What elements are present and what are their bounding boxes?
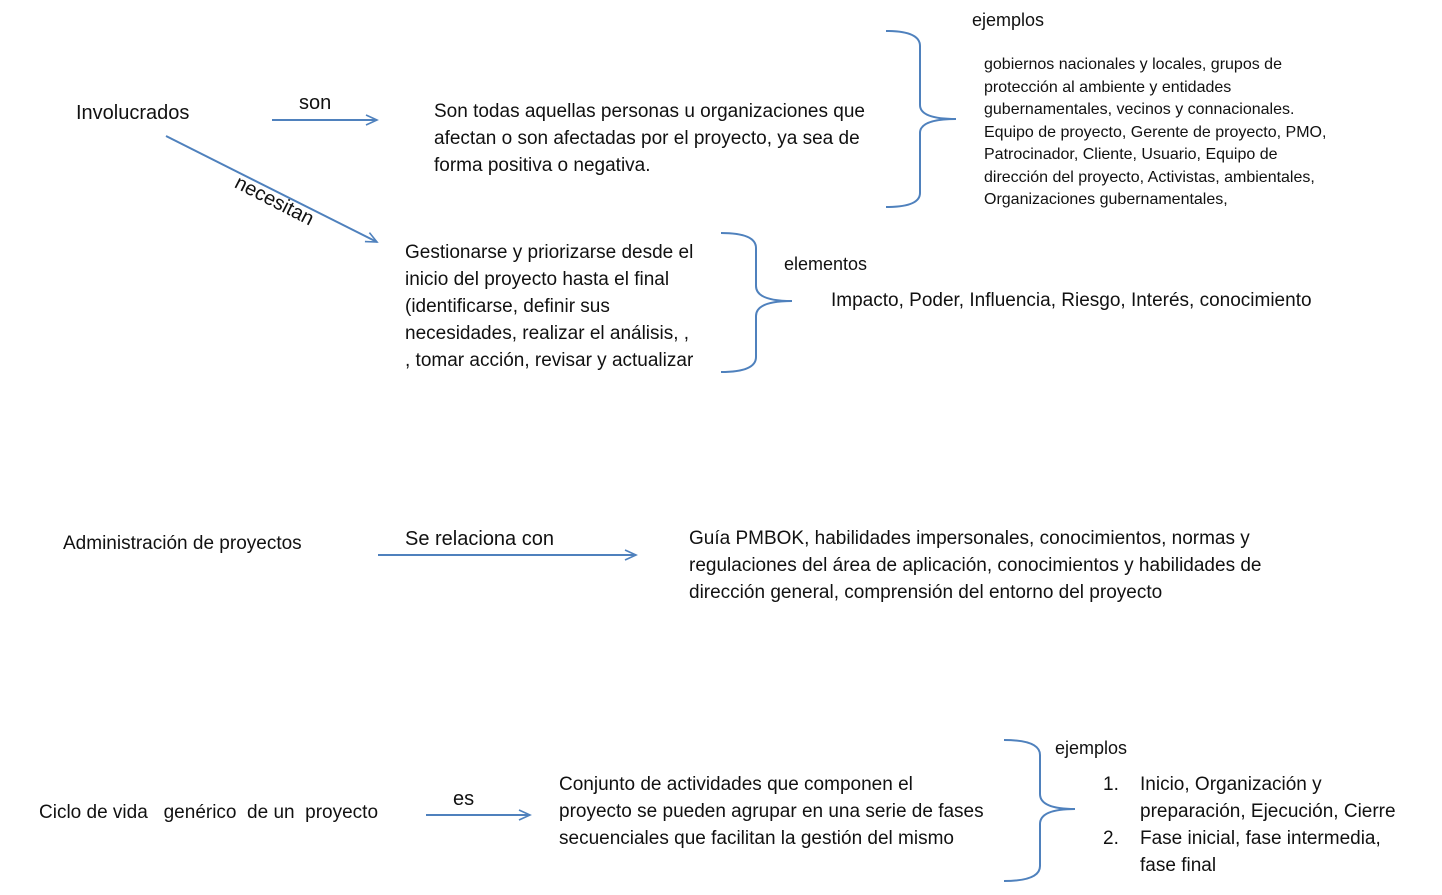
ejemplos-label-top: ejemplos (972, 10, 1045, 30)
list-number: 1. (1103, 774, 1119, 795)
relation-label: Se relaciona con (405, 528, 554, 550)
ejemplo-line: gobiernos nacionales y locales, grupos de (984, 56, 1282, 73)
elementos-brace (721, 233, 792, 372)
definition-line: afectan o son afectadas por el proyecto, ya sea de (434, 128, 860, 149)
ejemplos-brace-bottom (1004, 740, 1075, 881)
list-number: 2. (1103, 828, 1119, 849)
ejemplos-label-bottom: ejemplos (1055, 738, 1128, 758)
definition-line: Son todas aquellas personas u organizaciones que (434, 101, 865, 122)
example-line: Inicio, Organización y (1140, 774, 1322, 795)
ciclo-examples-list (1103, 771, 1396, 879)
need-line: necesidades, realizar el análisis, , (405, 323, 690, 344)
elementos-label: elementos (784, 254, 868, 274)
involucrados-title: Involucrados (76, 102, 190, 124)
need-line: (identificarse, definir sus (405, 296, 610, 317)
ciclo-example-item (1103, 825, 1396, 879)
ciclo-definition-line: secuenciales que facilitan la gestión del mismo (559, 828, 954, 849)
ejemplos-brace-top (886, 31, 956, 207)
ciclo-definition-line: proyecto se pueden agrupar en una serie de fases (559, 801, 984, 822)
related-line: dirección general, comprensión del entorno del proyecto (689, 582, 1163, 603)
need-line: , tomar acción, revisar y actualizar (405, 350, 694, 371)
example-line: preparación, Ejecución, Cierre (1140, 801, 1396, 822)
ejemplo-line: Patrocinador, Cliente, Usuario, Equipo de (984, 146, 1278, 163)
son-label: son (299, 92, 332, 114)
example-line: fase final (1140, 855, 1217, 876)
ciclo-definition (559, 771, 984, 852)
administracion-title: Administración de proyectos (63, 533, 302, 554)
ejemplo-line: gubernamentales, vecinos y connacionales. (984, 101, 1295, 118)
ejemplo-line: dirección del proyecto, Activistas, ambientales, (984, 168, 1315, 186)
related-line: Guía PMBOK, habilidades impersonales, conocimientos, normas y (689, 528, 1250, 549)
related-line: regulaciones del área de aplicación, conocimientos y habilidades de (689, 555, 1262, 576)
es-label: es (453, 788, 475, 810)
necesitan-label: necesitan (231, 171, 318, 231)
ciclo-definition-line: Conjunto de actividades que componen el (559, 774, 913, 795)
ciclo-title: Ciclo de vida genérico de un proyecto (39, 802, 379, 823)
elementos-text: Impacto, Poder, Influencia, Riesgo, Interés, conocimiento (831, 290, 1312, 311)
ejemplo-line: Equipo de proyecto, Gerente de proyecto, PMO, (984, 123, 1327, 141)
definition-line: forma positiva o negativa. (434, 155, 651, 176)
ejemplo-line: Organizaciones gubernamentales, (984, 191, 1228, 208)
need-line: Gestionarse y priorizarse desde el (405, 242, 694, 263)
ejemplos-list-top (984, 54, 1326, 212)
involucrados-needs (405, 239, 693, 374)
involucrados-definition (434, 98, 865, 179)
administracion-related (689, 525, 1261, 606)
ejemplo-line: protección al ambiente y entidades (984, 78, 1232, 96)
example-line: Fase inicial, fase intermedia, (1140, 828, 1381, 849)
need-line: inicio del proyecto hasta el final (405, 269, 670, 290)
ciclo-example-item (1103, 771, 1396, 825)
